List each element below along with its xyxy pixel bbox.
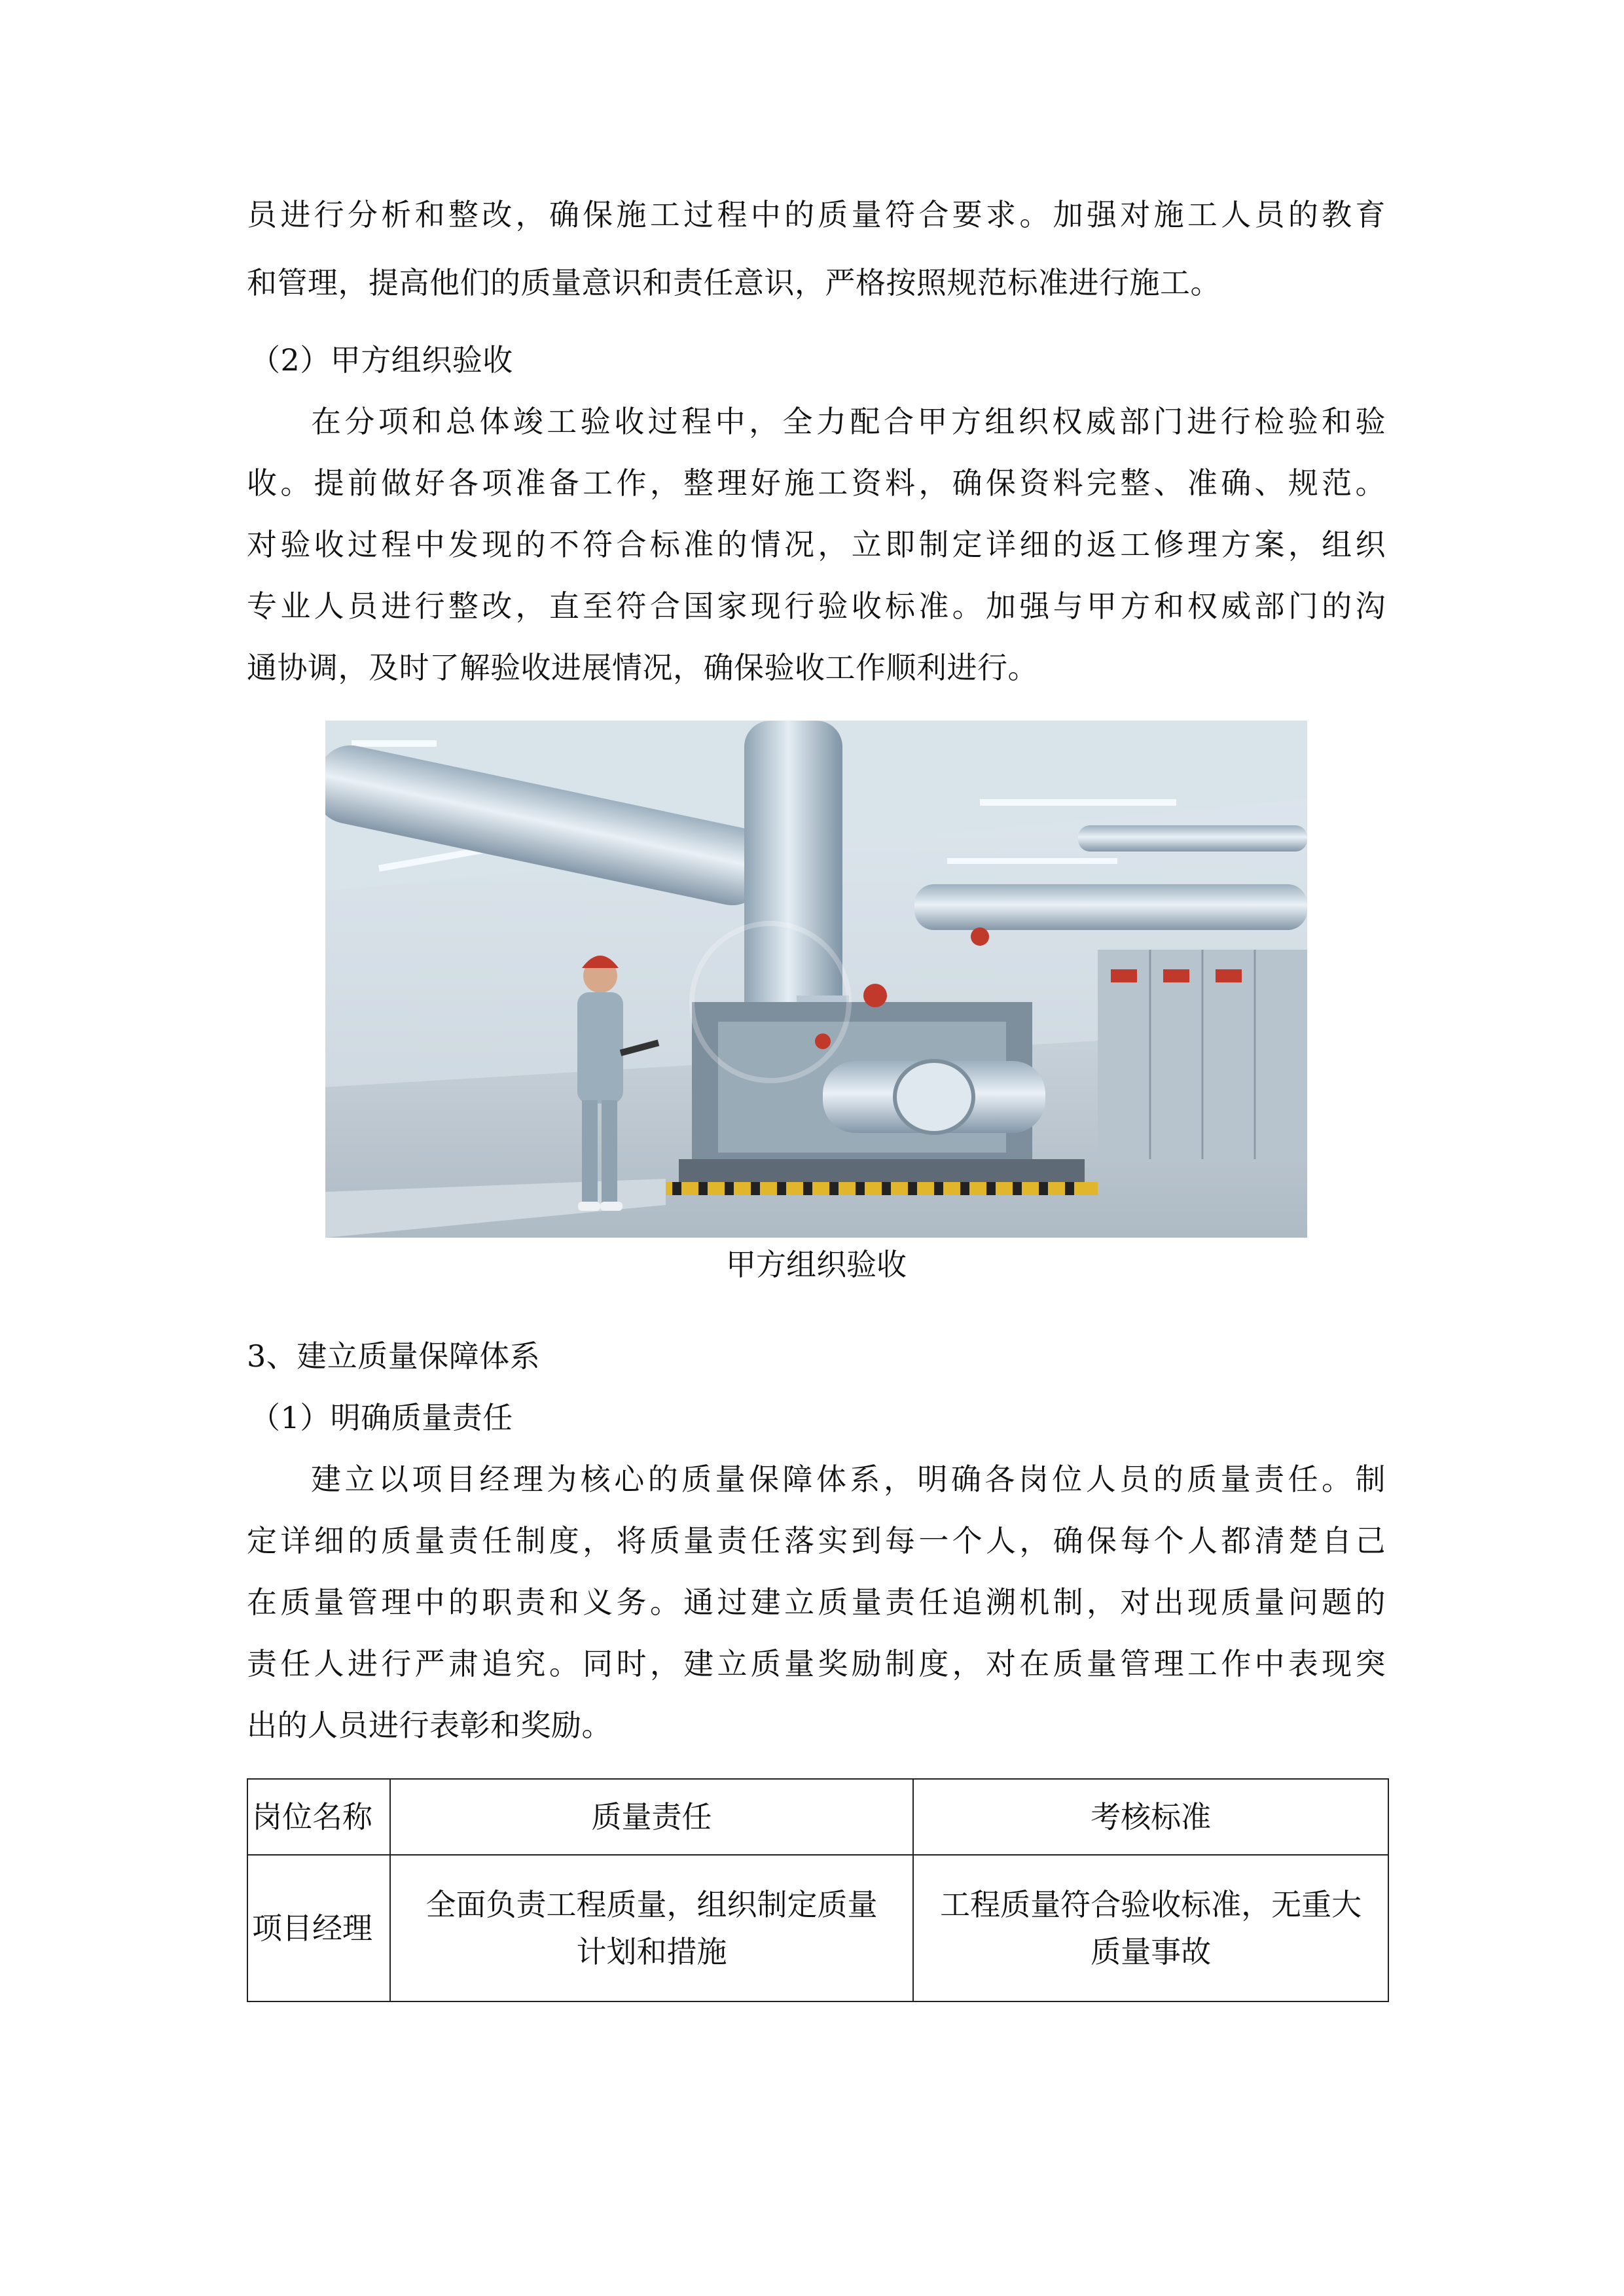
table-header-row (247, 1779, 1388, 1855)
acceptance-photo (325, 721, 1307, 1238)
table-header-cell: 质量责任 (390, 1779, 914, 1855)
cell-line: 全面负责工程质量，组织制定质量 (425, 1887, 878, 1922)
paragraph-line: 在质量管理中的职责和义务。通过建立质量责任追溯机制，对出现质量问题的 (247, 1585, 1386, 1620)
paragraph-line: 定详细的质量责任制度，将质量责任落实到每一个人，确保每个人都清楚自己 (247, 1523, 1386, 1558)
figure-caption: 甲方组织验收 (726, 1247, 907, 1282)
section-heading: （2）甲方组织验收 (250, 342, 513, 378)
cell-line: 工程质量符合验收标准，无重大 (940, 1887, 1362, 1922)
paragraph-line: 责任人进行严肃追究。同时，建立质量奖励制度，对在质量管理工作中表现突 (247, 1646, 1386, 1681)
cell-line: 质量事故 (1091, 1934, 1212, 1969)
paragraph-line: 通协调，及时了解验收进展情况，确保验收工作顺利进行。 (247, 650, 1038, 685)
paragraph-line: 收。提前做好各项准备工作，整理好施工资料，确保资料完整、准确、规范。 (247, 465, 1386, 501)
table-cell-standard (913, 1855, 1388, 2001)
table-header-cell: 考核标准 (913, 1779, 1388, 1855)
paragraph-line: 出的人员进行表彰和奖励。 (247, 1708, 612, 1743)
section-subheading: （1）明确质量责任 (250, 1400, 513, 1435)
table-header-cell: 岗位名称 (247, 1779, 390, 1855)
paragraph-line: 员进行分析和整改，确保施工过程中的质量符合要求。加强对施工人员的教育 (247, 197, 1386, 232)
table-cell-responsibility (390, 1855, 914, 2001)
section-heading: 3、建立质量保障体系 (247, 1338, 541, 1374)
table-cell-position: 项目经理 (247, 1855, 390, 2001)
table-row (247, 1855, 1388, 2001)
quality-responsibility-table (247, 1778, 1389, 2002)
paragraph-line: 对验收过程中发现的不符合标准的情况，立即制定详细的返工修理方案，组织 (247, 527, 1386, 562)
cell-line: 计划和措施 (576, 1934, 727, 1969)
paragraph-line: 和管理，提高他们的质量意识和责任意识，严格按照规范标准进行施工。 (247, 265, 1221, 300)
paragraph-line: 建立以项目经理为核心的质量保障体系，明确各岗位人员的质量责任。制 (311, 1462, 1386, 1497)
paragraph-line: 专业人员进行整改，直至符合国家现行验收标准。加强与甲方和权威部门的沟 (247, 588, 1386, 624)
paragraph-line: 在分项和总体竣工验收过程中，全力配合甲方组织权威部门进行检验和验 (311, 404, 1386, 439)
